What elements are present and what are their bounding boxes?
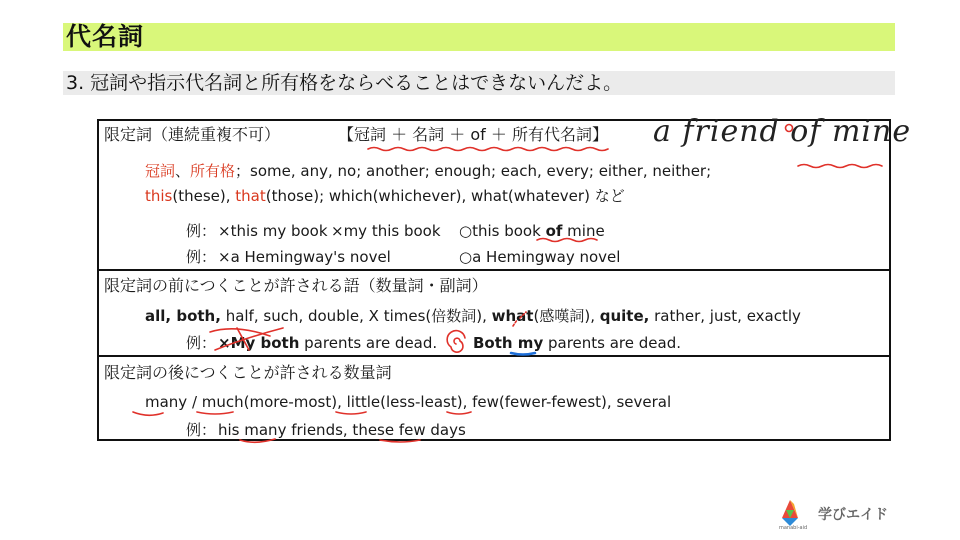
example1-good-mine: mine xyxy=(562,222,605,240)
section3-example: his many friends, these few days xyxy=(218,421,466,439)
logo-subtext: manabi-aid xyxy=(779,525,808,531)
example-bad-bold: ×My both xyxy=(218,334,300,352)
example1-prefix: 例： xyxy=(186,222,217,240)
section1-line1 xyxy=(145,161,711,181)
example1-good-of: of xyxy=(545,222,563,240)
example2-good: ○a Hemingway novel xyxy=(459,248,621,266)
section2-example-bad xyxy=(218,333,437,353)
page-subtitle: 3. 冠詞や指示代名詞と所有格をならべることはできないんだよ。 xyxy=(66,72,623,94)
example1-bad2: ×my this book xyxy=(331,222,441,240)
example-bad-rest: parents are dead. xyxy=(299,334,438,352)
term-quite: quite, xyxy=(599,307,650,325)
logo-text: 学びエイド xyxy=(818,507,888,523)
example2-bad: ×a Hemingway's novel xyxy=(218,248,391,266)
row-divider-1 xyxy=(97,269,891,271)
term-article: 冠詞 xyxy=(145,162,176,180)
example1-good xyxy=(459,221,605,241)
determiner-list-2: (those); which(whichever), what(whatever) など xyxy=(265,187,625,205)
section3-line: many / much(more-most), little(less-least), few(fewer-fewest), several xyxy=(145,393,672,411)
example-good-rest: parents are dead. xyxy=(543,334,681,352)
section2-example-good xyxy=(473,333,681,353)
section3-example-prefix: 例： xyxy=(186,421,217,439)
term-exclamative: (感嘆詞), xyxy=(533,307,600,325)
term-what: what xyxy=(491,307,534,325)
term-all-both: all, both, xyxy=(145,307,221,325)
determiner-list-1: ；some, any, no; another; enough; each, every; either, neither; xyxy=(235,162,712,180)
separator: 、 xyxy=(175,162,191,180)
section2-heading: 限定詞の前につくことが許される語（数量詞・副詞） xyxy=(104,276,488,295)
title-highlight xyxy=(63,23,895,51)
term-that: that xyxy=(235,187,266,205)
example-good-bold: Both my xyxy=(473,334,544,352)
example1-good-pre: ○this book xyxy=(459,222,546,240)
predeterminer-list-2: rather, just, exactly xyxy=(649,307,801,325)
section2-example-prefix: 例： xyxy=(186,334,217,352)
section2-line xyxy=(145,306,801,326)
example2-prefix: 例： xyxy=(186,248,217,266)
section1-formula: 【冠詞 ＋ 名詞 ＋ of ＋ 所有代名詞】 xyxy=(338,125,608,144)
section1-heading: 限定詞（連続重複不可） xyxy=(104,125,281,144)
term-possessive: 所有格 xyxy=(190,162,236,180)
example1-bad1: ×this my book xyxy=(218,222,328,240)
predeterminer-list-1: half, such, double, X times(倍数詞), xyxy=(220,307,492,325)
term-this: this xyxy=(145,187,173,205)
term-these: (these), xyxy=(172,187,236,205)
handwritten-note: a friend of mine xyxy=(653,114,912,149)
row-divider-2 xyxy=(97,355,891,357)
section3-heading: 限定詞の後につくことが許される数量詞 xyxy=(104,363,392,382)
section1-line2 xyxy=(145,186,625,206)
page-title: 代名詞 xyxy=(66,22,145,51)
